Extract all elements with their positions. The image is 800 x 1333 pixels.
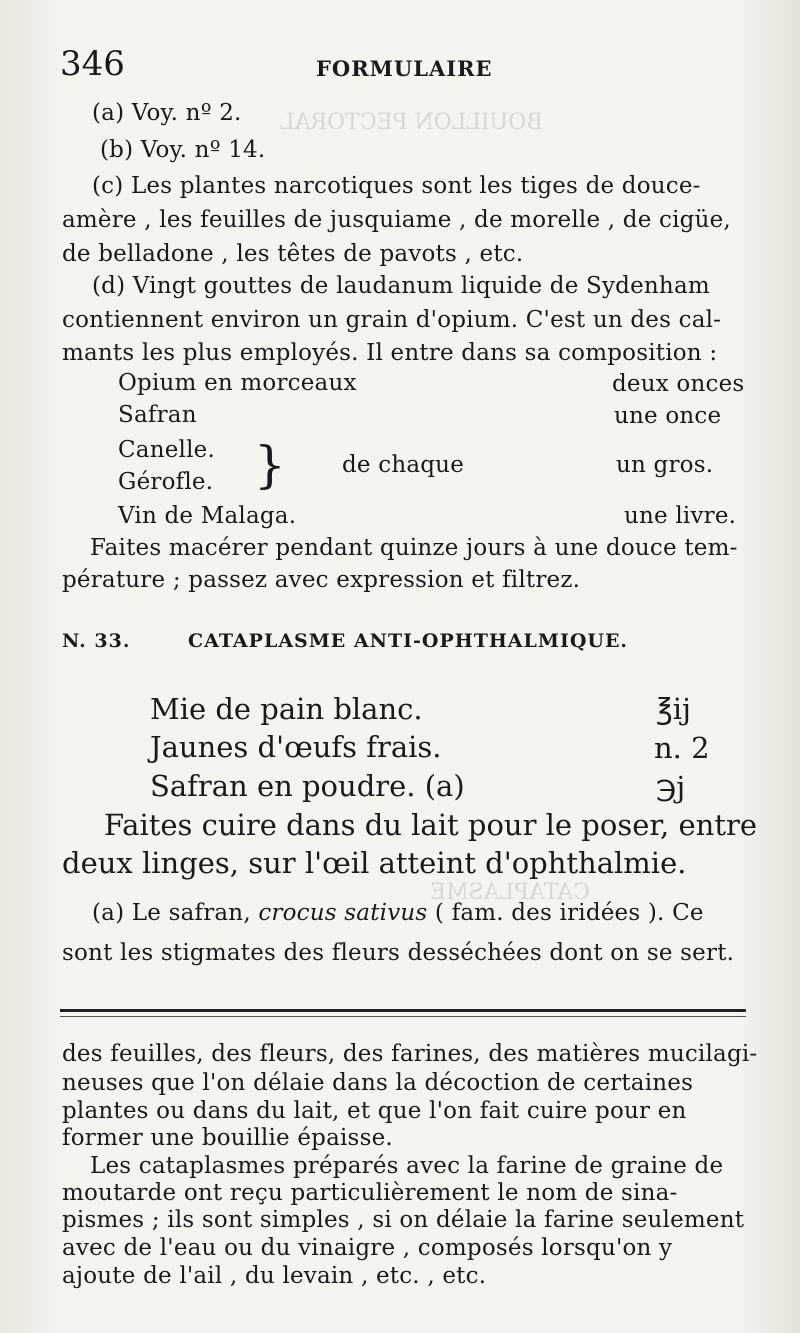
show-through: CATAPLASME — [430, 880, 590, 905]
bottom-text-line: ajoute de l'ail , du levain , etc. , etc. — [62, 1263, 487, 1289]
ingredient-qty: n. 2 — [654, 731, 710, 765]
section-title: CATAPLASME ANTI-OPHTHALMIQUE. — [188, 630, 629, 652]
bottom-text-line: Les cataplasmes préparés avec la farine de graine de — [90, 1153, 724, 1179]
group-label: de chaque — [342, 452, 464, 478]
ingredient-row: Mie de pain blanc. — [150, 692, 423, 726]
footnote-rest: ( fam. des iridées ). Ce — [434, 900, 704, 926]
bottom-text-line: plantes ou dans du lait, et que l'on fait cuire pour en — [62, 1098, 687, 1124]
recipe-quantity: une once — [614, 403, 722, 429]
note-c-line2: amère , les feuilles de jusquiame , de morelle , de cigüe, — [62, 207, 731, 233]
group-quantity: un gros. — [616, 452, 714, 478]
recipe-ingredient: Canelle. — [118, 437, 215, 463]
note-c-line3: de belladone , les têtes de pavots , etc. — [62, 241, 524, 267]
running-title: FORMULAIRE — [316, 56, 493, 81]
brace-symbol: } — [254, 436, 286, 494]
recipe-ingredient: Safran — [118, 402, 197, 428]
recipe-ingredient: Opium en morceaux — [118, 370, 357, 396]
note-b: (b) Voy. nº 14. — [100, 137, 266, 163]
recipe-quantity: une livre. — [624, 503, 737, 529]
separator-rule-thin — [60, 1016, 746, 1017]
bottom-text-line: neuses que l'on délaie dans la décoction de certaines — [62, 1070, 694, 1096]
section-footnote-line1 — [92, 900, 704, 926]
ingredient-qty: ℥ij — [656, 692, 692, 726]
recipe-quantity: deux onces — [612, 371, 745, 397]
note-d-line1: (d) Vingt gouttes de laudanum liquide de Sydenham — [92, 273, 710, 299]
bottom-text-line: pismes ; ils sont simples , si on délaie la farine seulement — [62, 1207, 745, 1233]
bottom-text-line: avec de l'eau ou du vinaigre , composés lorsqu'on y — [62, 1235, 673, 1261]
bottom-text-line: moutarde ont reçu particulièrement le nom de sina- — [62, 1180, 678, 1206]
recipe-ingredient: Gérofle. — [118, 469, 214, 495]
ingredient-row: Jaunes d'œufs frais. — [150, 730, 442, 764]
ingredient-row: Safran en poudre. (a) — [150, 769, 465, 803]
cooking-instructions-line1: Faites cuire dans du lait pour le poser, entre — [104, 808, 758, 842]
section-footnote-line2: sont les stigmates des fleurs desséchées dont on se sert. — [62, 940, 735, 966]
cooking-instructions-line2: deux linges, sur l'œil atteint d'ophthalmie. — [62, 846, 687, 880]
ingredient-qty: ℈j — [656, 770, 686, 804]
footnote-latin-name: crocus sativus — [258, 900, 428, 926]
section-number: N. 33. — [62, 630, 131, 652]
recipe-instructions-line1: Faites macérer pendant quinze jours à une douce tem- — [90, 535, 738, 561]
page-number: 346 — [60, 44, 125, 84]
recipe-instructions-line2: pérature ; passez avec expression et filtrez. — [62, 567, 581, 593]
separator-rule — [60, 1009, 746, 1012]
bottom-text-line: des feuilles, des fleurs, des farines, des matières mucilagi- — [62, 1041, 758, 1067]
note-c-line1: (c) Les plantes narcotiques sont les tiges de douce- — [92, 173, 701, 199]
note-a: (a) Voy. nº 2. — [92, 100, 242, 126]
recipe-ingredient: Vin de Malaga. — [118, 503, 297, 529]
footnote-prefix: (a) Le safran, — [92, 900, 251, 926]
note-d-line2: contiennent environ un grain d'opium. C'est un des cal- — [62, 307, 722, 333]
bottom-text-line: former une bouillie épaisse. — [62, 1125, 393, 1151]
show-through: BOUILLON PECTORAL — [280, 110, 543, 135]
note-d-line3: mants les plus employés. Il entre dans sa composition : — [62, 340, 718, 366]
